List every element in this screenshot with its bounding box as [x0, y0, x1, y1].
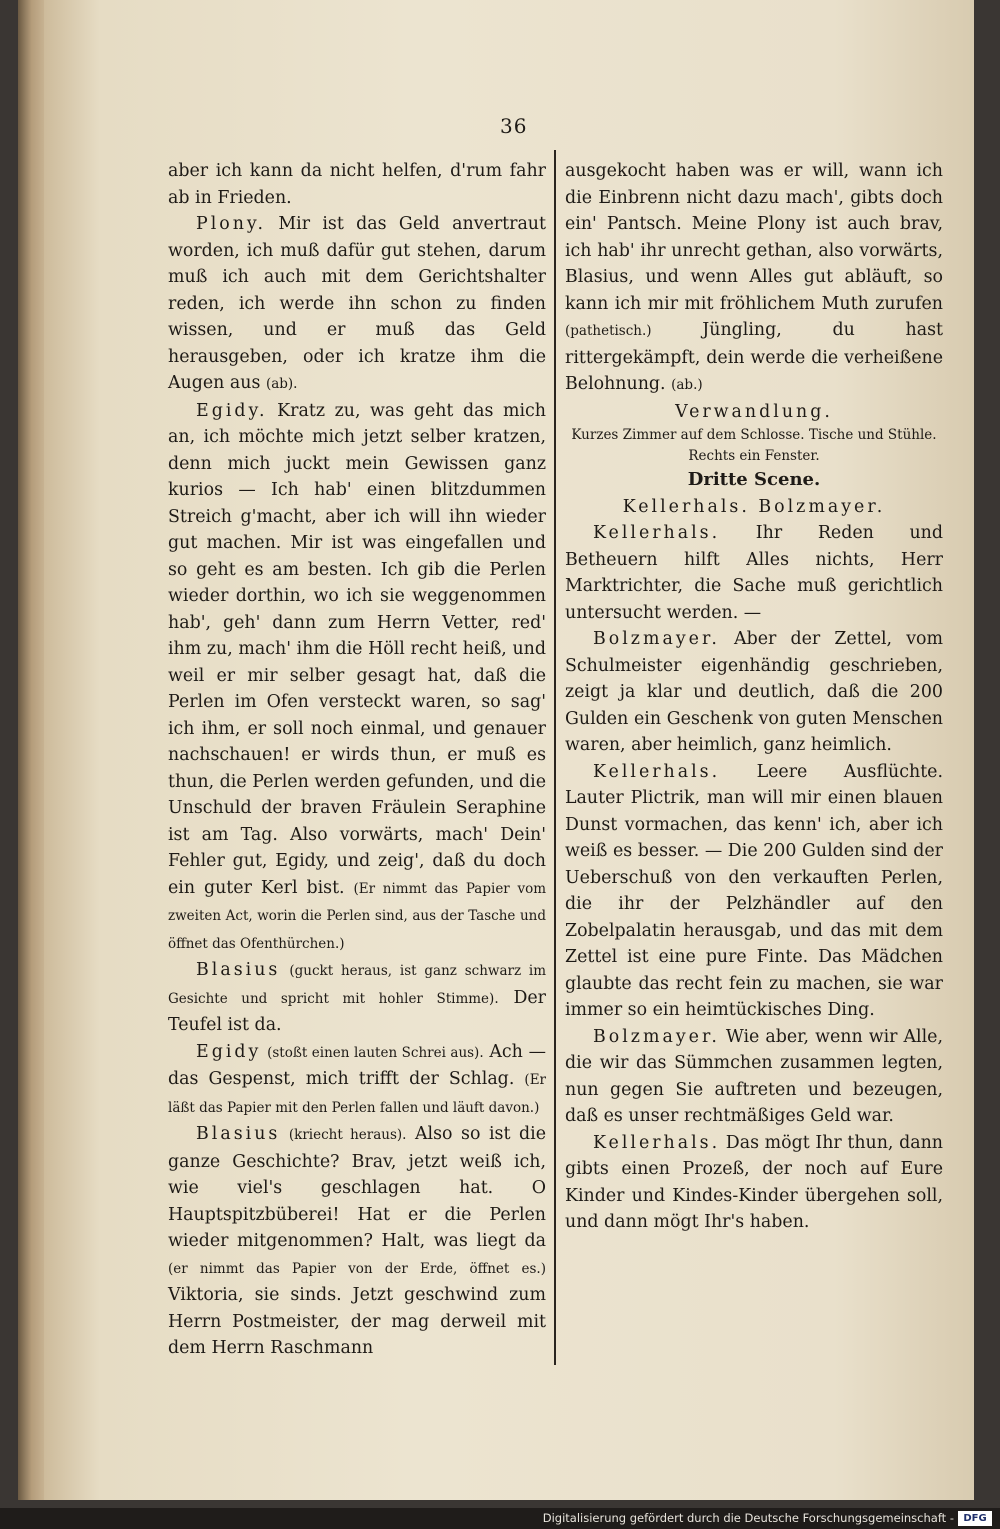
paragraph: [168, 398, 546, 958]
dialogue-text: Also so ist die ganze Geschichte? Brav, jetzt weiß ich, wie viel's geschlagen hat. O Hauptspitzbüberei! Hat er die Perlen wieder mitgenommen? Halt, was liegt da: [168, 1124, 546, 1251]
dfg-logo: DFG: [958, 1511, 992, 1526]
dialogue-text: Jüngling, du hast rittergekämpft, dein werde die verheißene Belohnung.: [565, 320, 943, 394]
dialogue-text: Das mögt Ihr thun, dann gibts einen Prozeß, der noch auf Eure Kinder und Kindes-Kinder übergehen soll, und dann mögt Ihr's haben.: [565, 1132, 943, 1232]
page-number: 36: [500, 114, 528, 138]
paragraph: [168, 1039, 546, 1122]
dialogue-text: Aber der Zettel, vom Schulmeister eigenhändig geschrieben, zeigt ja klar und deutlich, daß die 200 Gulden ein Geschenk von guten Menschen waren, aber heimlich, ganz heimlich.: [565, 629, 943, 755]
paragraph: [168, 957, 546, 1039]
stage-direction: (er nimmt das Papier von der Erde, öffnet es.): [168, 1260, 546, 1277]
left-text-column: [168, 158, 546, 1362]
paragraph: [565, 158, 943, 399]
paragraph: [168, 211, 546, 398]
stage-direction: (kriecht heraus).: [288, 1127, 407, 1143]
dialogue-text: Wie aber, wenn wir Alle, die wir das Sümmchen zusammen legten, nun gegen Sie auftreten und bezeugen, daß es unser rechtmäßiges Geld war.: [565, 1026, 943, 1126]
speaker-name: Kellerhals.: [593, 761, 721, 782]
scene-heading: Dritte Scene.: [687, 469, 821, 490]
funding-credit: Digitalisierung gefördert durch die Deutsche Forschungsgemeinschaft -: [542, 1511, 954, 1525]
setting-description: Kurzes Zimmer auf dem Schlosse. Tische und Stühle. Rechts ein Fenster.: [571, 427, 937, 464]
dialogue-text: Leere Ausflüchte. Lauter Plictrik, man will mir einen blauen Dunst vormachen, das kenn' ich, aber ich weiß es besser. — Die 200 Gulden sind der Ueberschuß von den verkauften Perlen, die ihr der Pelzhändler auf den Zobelpalatin herausgab, und das mit dem Zettel ist eine pure Finte. Das Mädchen glaubte das recht fein zu machen, sie war immer so ein heimtückisches Ding.: [565, 761, 944, 1020]
transformation-heading: Verwandlung.: [675, 401, 833, 422]
speaker-name: Egidy.: [196, 400, 268, 421]
paragraph: [565, 759, 943, 1024]
column-divider: [554, 150, 556, 1365]
speaker-name: Egidy: [196, 1041, 262, 1062]
speaker-name: Bolzmayer.: [593, 1026, 720, 1047]
stage-direction: (ab.): [671, 377, 703, 393]
right-text-column: [565, 158, 943, 1236]
dialogue-text: Ihr Reden und Betheuern hilft Alles nichts, Herr Marktrichter, die Sache muß gerichtlich untersucht werden. —: [565, 523, 944, 623]
stage-direction: (Er nimmt das Papier vom zweiten Act, worin die Perlen sind, aus der Tasche und öffnet das Ofenthürchen.): [168, 880, 546, 952]
dialogue-text: Ach — das Gespenst, mich trifft der Schlag.: [168, 1041, 546, 1089]
dialogue-text: Viktoria, sie sinds. Jetzt geschwind zum Herrn Postmeister, der mag derweil mit dem Herrn Raschmann: [168, 1285, 546, 1358]
dialogue-text: Der Teufel ist da.: [168, 987, 546, 1035]
stage-direction: (guckt heraus, ist ganz schwarz im Gesichte und spricht mit hohler Stimme).: [168, 963, 546, 1007]
paragraph: [565, 520, 943, 626]
speaker-name: Kellerhals.: [593, 1132, 721, 1153]
paragraph: [565, 1024, 943, 1130]
speaker-name: Blasius: [196, 960, 281, 980]
paragraph: [565, 626, 943, 759]
speaker-name: Blasius: [196, 1124, 281, 1144]
speaker-name: Kellerhals.: [593, 523, 721, 543]
stage-direction: (pathetisch.): [565, 323, 652, 339]
stage-direction: (stoßt einen lauten Schrei aus).: [267, 1044, 484, 1061]
stage-direction: (ab).: [265, 376, 298, 392]
speaker-name: Plony.: [196, 214, 266, 234]
dialogue-text: ausgekocht haben was er will, wann ich die Einbrenn nicht dazu mach', gibts doch ein' Pantsch. Meine Plony ist auch brav, ich hab' ihr unrecht gethan, also vorwärts, Blasius, und wenn Alles gut abläuft, so kann ich mir mit fröhlichem Muth zurufen: [565, 161, 943, 314]
paragraph: [565, 1130, 943, 1236]
paragraph: aber ich kann da nicht helfen, d'rum fahr ab in Frieden.: [168, 161, 546, 208]
speaker-name: Bolzmayer.: [593, 629, 720, 649]
digitization-footer: [0, 1508, 1000, 1529]
stage-direction: (Er läßt das Papier mit den Perlen fallen und läuft davon.): [168, 1072, 546, 1116]
scene-cast: Kellerhals. Bolzmayer.: [622, 496, 886, 517]
dialogue-text: Kratz zu, was geht das mich an, ich möchte mich jetzt selber kratzen, denn mich juckt mein Gewissen ganz kurios — Ich hab' einen blitzdummen Streich g'macht, aber ich will ihn wieder gut machen. Mir ist was eingefallen und so geht es am besten. Ich gib die Perlen wieder dorthin, wo ich sie weggenommen hab', geh' dann zum Herrn Vetter, red' ihm zu, mach' ihm die Höll recht heiß, und weil er mir selber gesagt hat, daß die Perlen im Ofen versteckt waren, so sag' ich ihm, er soll noch einmal, und genauer nachschauen! er wirds thun, er muß es thun, die Perlen werden gefunden, und die Unschuld der braven Fräulein Seraphine ist am Tag. Also vorwärts, mach' Dein' Fehler gut, Egidy, und zeig', daß du doch ein guter Kerl bist.: [168, 400, 546, 898]
dialogue-text: Mir ist das Geld anvertraut worden, ich muß dafür gut stehen, darum muß ich auch mit dem Gerichtshalter reden, ich werde ihn schon zu finden wissen, und er muß das Geld herausgeben, oder ich kratze ihm die Augen aus: [168, 214, 546, 393]
paragraph: [168, 1121, 546, 1362]
